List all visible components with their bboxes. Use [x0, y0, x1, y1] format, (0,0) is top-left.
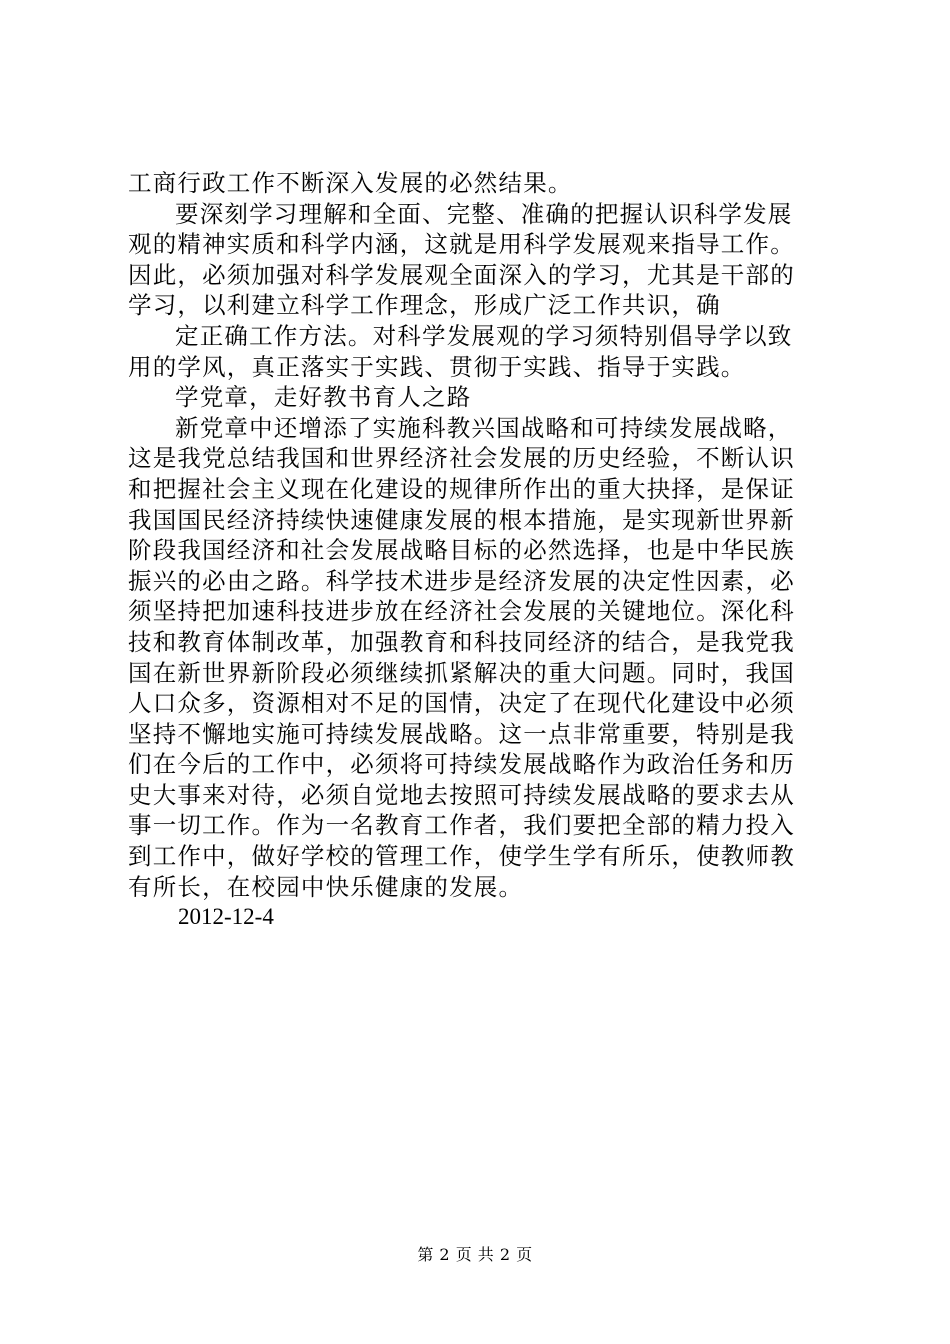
text-line: 坚持不懈地实施可持续发展战略。这一点非常重要，特别是我: [128, 719, 795, 748]
text-line: 国在新世界新阶段必须继续抓紧解决的重大问题。同时，我国: [128, 658, 795, 687]
text-line: 们在今后的工作中，必须将可持续发展战略作为政治任务和历: [128, 750, 795, 779]
text-line: 阶段我国经济和社会发展战略目标的必然选择，也是中华民族: [128, 536, 795, 565]
page-number-footer: 第 2 页 共 2 页: [417, 1245, 533, 1264]
document-date: 2012-12-4: [178, 904, 274, 930]
text-line: 和把握社会主义现在化建设的规律所作出的重大抉择，是保证: [128, 474, 795, 503]
text-line: 人口众多，资源相对不足的国情，决定了在现代化建设中必须: [128, 689, 795, 718]
text-line: 要深刻学习理解和全面、完整、准确的把握认识科学发展: [175, 199, 793, 228]
text-line: 事一切工作。作为一名教育工作者，我们要把全部的精力投入: [128, 811, 795, 840]
text-line: 观的精神实质和科学内涵，这就是用科学发展观来指导工作。: [128, 230, 795, 259]
document-body: [128, 168, 838, 933]
section-heading: 学党章，走好教书育人之路: [175, 383, 472, 412]
text-line: 我国国民经济持续快速健康发展的根本措施，是实现新世界新: [128, 505, 795, 534]
text-line: 有所长，在校园中快乐健康的发展。: [128, 872, 524, 901]
text-line: 定正确工作方法。对科学发展观的学习须特别倡导学以致: [175, 321, 793, 350]
text-line: 须坚持把加速科技进步放在经济社会发展的关键地位。深化科: [128, 597, 795, 626]
text-line: 史大事来对待，必须自觉地去按照可持续发展战略的要求去从: [128, 780, 795, 809]
text-line: 用的学风，真正落实于实践、贯彻于实践、指导于实践。: [128, 352, 746, 381]
text-line: 这是我党总结我国和世界经济社会发展的历史经验，不断认识: [128, 444, 795, 473]
text-line: 工商行政工作不断深入发展的必然结果。: [128, 169, 573, 197]
text-line: 学习，以利建立科学工作理念，形成广泛工作共识，确: [128, 291, 721, 320]
text-line: 振兴的必由之路。科学技术进步是经济发展的决定性因素，必: [128, 566, 795, 595]
text-line: 新党章中还增添了实施科教兴国战略和可持续发展战略，: [175, 413, 793, 442]
text-line: 因此，必须加强对科学发展观全面深入的学习，尤其是干部的: [128, 260, 795, 289]
text-line: 到工作中，做好学校的管理工作，使学生学有所乐，使教师教: [128, 842, 795, 871]
text-line: 技和教育体制改革，加强教育和科技同经济的结合，是我党我: [128, 627, 795, 656]
